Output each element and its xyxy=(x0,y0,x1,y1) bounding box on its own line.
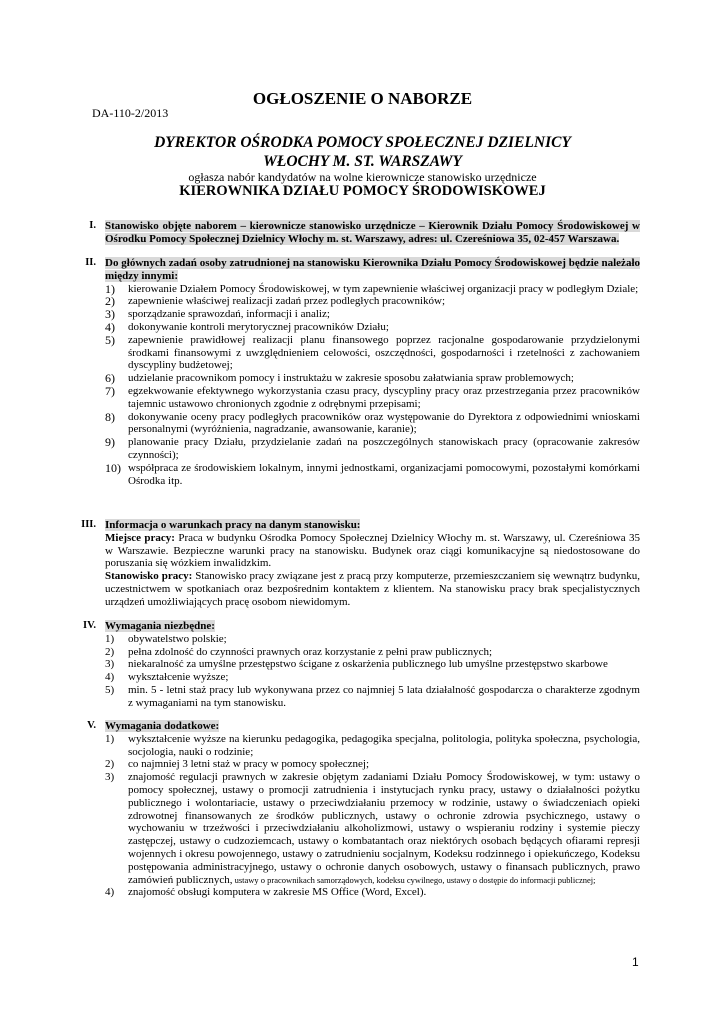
item-text: planowanie pracy Działu, przydzielanie zadań na poszczególnych stanowiskach pracy (opracowanie zakresów czynności); xyxy=(128,436,640,461)
issuer-line-2: WŁOCHY M. ST. WARSZAWY xyxy=(263,153,462,170)
item-text: udzielanie pracownikom pomocy i instruktażu w zakresie sposobu załatwiania spraw problemowych; xyxy=(128,372,574,385)
list-item xyxy=(105,321,640,334)
workstation-text: Stanowisko pracy związane jest z pracą przy komputerze, przemieszczaniem się wewnątrz budynku, uczestnictwem w spotkaniach oraz bezpośrednim kontaktem z klientem. Na stanowisku pracy brak specjalistycznych urządzeń umożliwiających pracę osobom niewidomym. xyxy=(105,570,641,608)
list-item xyxy=(105,436,640,462)
item-text xyxy=(128,771,640,886)
section-number: II. xyxy=(85,257,96,268)
item-number: 4) xyxy=(105,671,115,684)
requirements-list xyxy=(105,633,640,710)
item-number: 1) xyxy=(105,632,115,645)
list-item xyxy=(105,646,640,659)
page-number: 1 xyxy=(632,955,639,969)
workstation-label: Stanowisko pracy: xyxy=(105,570,193,583)
item-number: 4) xyxy=(105,886,115,899)
list-item xyxy=(105,462,640,488)
item-number: 7) xyxy=(105,383,115,398)
section-number: IV. xyxy=(83,620,96,631)
item-text: sporządzanie sprawozdań, informacji i analiz; xyxy=(128,308,330,321)
item-number: 1) xyxy=(105,732,115,745)
duties-list xyxy=(105,283,640,488)
item-number: 2) xyxy=(105,645,115,658)
item-text: dokonywanie oceny pracy podległych pracowników oraz występowanie do Dyrektora z odpowiednimi wnioskami personalnymi (wyróżnienia, nagradzanie, awansowanie, karanie); xyxy=(128,410,640,436)
list-item xyxy=(105,334,640,372)
list-item xyxy=(105,658,640,671)
section-body xyxy=(105,720,640,899)
item-number: 3) xyxy=(105,307,115,322)
item-text: kierowanie Działem Pomocy Środowiskowej, w tym zapewnienie właściwej organizacji pracy w podległym Dziale; xyxy=(128,282,639,295)
list-item xyxy=(105,684,640,710)
list-item xyxy=(105,308,640,321)
item-text: niekaralność za umyślne przestępstwo ścigane z oskarżenia publicznego lub umyślne przestępstwo skarbowe xyxy=(128,658,608,671)
list-item xyxy=(105,633,640,646)
section-3-heading: Informacja o warunkach pracy na danym stanowisku: xyxy=(105,519,361,531)
workplace-text: Praca w budynku Ośrodka Pomocy Społecznej Dzielnicy Włochy m. st. Warszawy, ul. Czereśniowa 35 w Warszawie. Bezpieczne warunki pracy na stanowisku. Budynek oraz ciągi komunikacyjne są niedostosowane do poruszania się wózkiem inwalidzkim. xyxy=(105,531,640,570)
list-item xyxy=(105,758,640,771)
list-item xyxy=(105,671,640,684)
workplace-label: Miejsce pracy: xyxy=(105,531,175,544)
item-number: 8) xyxy=(105,409,115,424)
list-item xyxy=(105,771,640,886)
position-title: KIEROWNIKA DZIAŁU POMOCY ŚRODOWISKOWEJ xyxy=(179,183,546,199)
item-text: znajomość obsługi komputera w zakresie MS Office (Word, Excel). xyxy=(128,886,427,899)
section-number: I. xyxy=(89,220,96,231)
item-text: współpraca ze środowiskiem lokalnym, innymi jednostkami, organizacjami pomocowymi, pozostałymi komórkami Ośrodka itp. xyxy=(128,461,640,487)
item-number: 3) xyxy=(105,658,115,671)
section-body xyxy=(105,220,640,246)
section-body xyxy=(105,257,640,487)
item-text: pełna zdolność do czynności prawnych oraz korzystanie z pełni praw publicznych; xyxy=(128,645,493,658)
item-text: min. 5 - letni staż pracy lub wykonywana przez co najmniej 5 lata działalność gospodarcza o charakterze zgodnym z wymaganiami na tym stanowisku. xyxy=(128,683,640,709)
item-text: dokonywanie kontroli merytorycznej pracowników Działu; xyxy=(128,320,389,333)
item-text: wykształcenie wyższe; xyxy=(128,671,229,684)
section-4-heading: Wymagania niezbędne: xyxy=(105,620,215,632)
item-number: 1) xyxy=(105,281,115,296)
item-text: zapewnienie właściwej realizacji zadań przez podległych pracowników; xyxy=(128,295,446,308)
item-number: 4) xyxy=(105,319,115,334)
issuer-line-1: DYREKTOR OŚRODKA POMOCY SPOŁECZNEJ DZIELNICY xyxy=(154,134,571,151)
item-text: co najmniej 3 letni staż w pracy w pomocy społecznej; xyxy=(128,758,370,771)
item-number: 9) xyxy=(105,435,115,450)
section-1-text: Stanowisko objęte naborem – kierownicze stanowisko urzędnicze – Kierownik Działu Pomocy Środowiskowej w Ośrodku Pomocy Społecznej Dzielnicy Włochy m. st. Warszawy, adres: ul. Czereśniowa 35, 02-457 Warszawa. xyxy=(105,220,640,245)
section-body xyxy=(105,620,640,710)
list-item xyxy=(105,733,640,759)
item-number: 5) xyxy=(105,332,115,347)
list-item xyxy=(105,385,640,411)
item-number: 3) xyxy=(105,771,115,784)
item-text-main: znajomość regulacji prawnych w zakresie objętym zadaniami Działu Pomocy Środowiskowej, w tym: ustawy o pomocy społecznej, ustawy o promocji zatrudnienia i instytucjach rynku pracy, ustawy o działalności pożytku publicznego i wolontariacie, ustawy o przeciwdziałaniu przemocy w rodzinie, ustawy o świadczeniach opieki zdrowotnej finansowanych ze środków publicznych, ustawy o ochronie zdrowia psychicznego, ustawy o wychowaniu w trzeźwości i przeciwdziałaniu alkoholizmowi, ustawy o wspieraniu rodziny i systemie pieczy zastępczej, ustawy o cudzoziemcach, ustawy o kombatantach oraz niektórych osobach będących ofiarami represji wojennych i okresu powojennego, ustawy o zatrudnieniu socjalnym, Kodeksu rodzinnego i opiekuńczego, Kodeksu postępowania administracyjnego, ustawy o ochronie danych osobowych, ustawy o finansach publicznych, prawo zamówień publicznych, xyxy=(128,771,640,886)
item-number: 2) xyxy=(105,758,115,771)
list-item xyxy=(105,283,640,296)
section-number: V. xyxy=(87,720,96,731)
announcement-subtitle: ogłasza nabór kandydatów na wolne kierownicze stanowisko urzędnicze xyxy=(188,170,537,184)
section-number: III. xyxy=(81,519,96,530)
list-item xyxy=(105,886,640,899)
section-5-heading: Wymagania dodatkowe: xyxy=(105,720,220,732)
item-text-small: ustawy o pracownikach samorządowych, kodeksu cywilnego, ustawy o dostępie do informacji publicznej; xyxy=(232,874,596,885)
item-number: 2) xyxy=(105,294,115,309)
page-title: OGŁOSZENIE O NABORZE xyxy=(252,89,473,108)
item-text: obywatelstwo polskie; xyxy=(128,632,227,645)
section-2-heading: Do głównych zadań osoby zatrudnionej na stanowisku Kierownika Działu Pomocy Środowiskowej będzie należało między innymi: xyxy=(105,257,640,282)
item-text: egzekwowanie efektywnego wykorzystania czasu pracy, dyscypliny pracy oraz przestrzegania przez pracowników tajemnic ustawowo chronionych zgodnie z odrębnymi przepisami; xyxy=(128,384,640,410)
item-text: zapewnienie prawidłowej realizacji planu finansowego poprzez racjonalne gospodarowanie przydzielonymi środkami finansowymi z uwzględnieniem celowości, oszczędności, gospodarności i rzetelności z zachowaniem dyscypliny budżetowej; xyxy=(128,333,640,372)
item-text: wykształcenie wyższe na kierunku pedagogika, pedagogika specjalna, politologia, polityka społeczna, psychologia, socjologia, nauki o rodzinie; xyxy=(128,732,640,758)
section-body xyxy=(105,519,640,609)
item-number: 5) xyxy=(105,683,115,696)
list-item xyxy=(105,295,640,308)
item-number: 6) xyxy=(105,371,115,386)
list-item xyxy=(105,411,640,437)
list-item xyxy=(105,372,640,385)
reference-number: DA-110-2/2013 xyxy=(92,106,169,120)
item-number: 10) xyxy=(105,460,121,475)
